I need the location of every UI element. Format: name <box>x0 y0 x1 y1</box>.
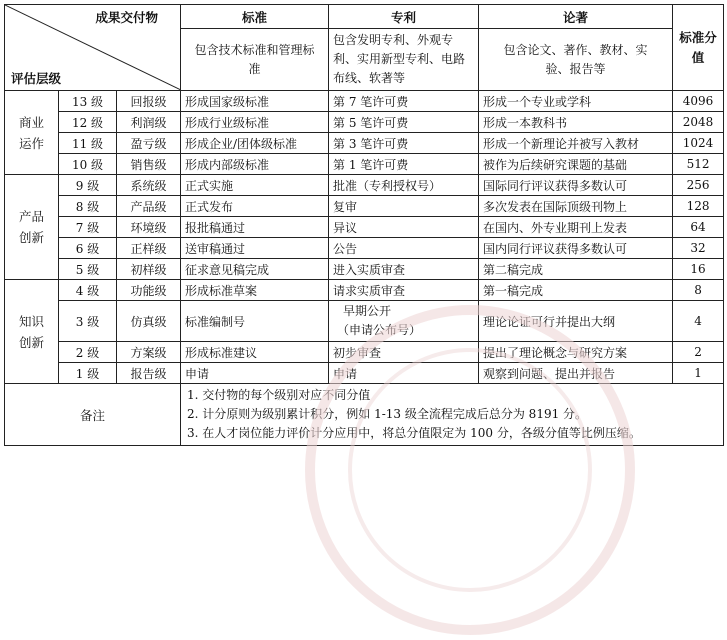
grade-cell: 6 级 <box>59 238 117 259</box>
patent-cell: 请求实质审查 <box>329 280 479 301</box>
paper-cell: 形成一个专业或学科 <box>479 91 673 112</box>
grade-name-cell: 报告级 <box>117 363 181 384</box>
patent-cell <box>329 301 479 342</box>
score-cell: 4096 <box>673 91 724 112</box>
table-row <box>5 238 724 259</box>
paper-cell: 被作为后续研究课题的基础 <box>479 154 673 175</box>
score-cell: 64 <box>673 217 724 238</box>
paper-cell: 理论论证可行并提出大纲 <box>479 301 673 342</box>
col-patent-title: 专利 <box>329 5 479 29</box>
col-paper-desc: 包含论文、著作、教材、实验、报告等 <box>479 29 673 91</box>
table-row <box>5 280 724 301</box>
table-row <box>5 217 724 238</box>
table-row <box>5 91 724 112</box>
table-row <box>5 112 724 133</box>
paper-cell: 第二稿完成 <box>479 259 673 280</box>
standard-cell: 形成行业级标准 <box>181 112 329 133</box>
col-standard-title: 标准 <box>181 5 329 29</box>
standard-cell: 形成标准建议 <box>181 342 329 363</box>
score-cell: 16 <box>673 259 724 280</box>
grade-name-cell: 销售级 <box>117 154 181 175</box>
standard-cell: 报批稿通过 <box>181 217 329 238</box>
deliverable-label: 成果交付物 <box>95 10 159 25</box>
standard-cell: 标准编制号 <box>181 301 329 342</box>
grade-name-cell: 功能级 <box>117 280 181 301</box>
level-label: 评估层级 <box>11 71 62 86</box>
paper-cell: 形成一本教科书 <box>479 112 673 133</box>
grade-cell: 2 级 <box>59 342 117 363</box>
grade-cell: 4 级 <box>59 280 117 301</box>
category-knowledge: 知识创新 <box>5 280 59 384</box>
patent-cell: 批准（专利授权号） <box>329 175 479 196</box>
evaluation-table <box>4 4 724 446</box>
grade-name-cell: 盈亏级 <box>117 133 181 154</box>
notes-row <box>5 384 724 446</box>
grade-cell: 5 级 <box>59 259 117 280</box>
patent-cell: 第 3 笔许可费 <box>329 133 479 154</box>
note-line-2: 2. 计分原则为级别累计积分，例如 1-13 级全流程完成后总分为 8191 分。 <box>187 407 588 421</box>
paper-cell: 在国内、外专业期刊上发表 <box>479 217 673 238</box>
patent-cell: 进入实质审查 <box>329 259 479 280</box>
grade-name-cell: 系统级 <box>117 175 181 196</box>
grade-cell: 9 级 <box>59 175 117 196</box>
grade-cell: 10 级 <box>59 154 117 175</box>
standard-cell: 正式发布 <box>181 196 329 217</box>
grade-cell: 12 级 <box>59 112 117 133</box>
note-line-1: 1. 交付物的每个级别对应不同分值 <box>187 388 371 402</box>
score-cell: 2048 <box>673 112 724 133</box>
score-cell: 2 <box>673 342 724 363</box>
paper-cell: 国际同行评议获得多数认可 <box>479 175 673 196</box>
grade-cell: 3 级 <box>59 301 117 342</box>
score-cell: 512 <box>673 154 724 175</box>
patent-cell: 申请 <box>329 363 479 384</box>
category-product: 产品创新 <box>5 175 59 280</box>
col-patent-desc: 包含发明专利、外观专利、实用新型专利、电路布线、软著等 <box>329 29 479 91</box>
paper-cell: 第一稿完成 <box>479 280 673 301</box>
paper-cell: 形成一个新理论并被写入教材 <box>479 133 673 154</box>
patent-line-2: （申请公布号） <box>337 323 422 337</box>
diagonal-header-cell <box>5 5 181 91</box>
grade-name-cell: 环境级 <box>117 217 181 238</box>
grade-name-cell: 仿真级 <box>117 301 181 342</box>
grade-cell: 1 级 <box>59 363 117 384</box>
standard-cell: 形成内部级标准 <box>181 154 329 175</box>
patent-cell: 第 7 笔许可费 <box>329 91 479 112</box>
score-cell: 4 <box>673 301 724 342</box>
standard-cell: 正式实施 <box>181 175 329 196</box>
table-row <box>5 259 724 280</box>
standard-cell: 形成国家级标准 <box>181 91 329 112</box>
grade-cell: 8 级 <box>59 196 117 217</box>
notes-label: 备注 <box>5 384 181 446</box>
grade-cell: 13 级 <box>59 91 117 112</box>
header-title-row <box>5 5 724 29</box>
col-score-title: 标准分值 <box>673 5 724 91</box>
score-cell: 8 <box>673 280 724 301</box>
table-row <box>5 342 724 363</box>
standard-cell: 征求意见稿完成 <box>181 259 329 280</box>
document-page <box>4 4 723 467</box>
patent-cell: 公告 <box>329 238 479 259</box>
paper-cell: 观察到问题、提出并报告 <box>479 363 673 384</box>
note-line-3: 3. 在人才岗位能力评价计分应用中，将总分值限定为 100 分，各级分值等比例压缩。 <box>187 426 641 440</box>
standard-cell: 送审稿通过 <box>181 238 329 259</box>
standard-cell: 申请 <box>181 363 329 384</box>
patent-cell: 复审 <box>329 196 479 217</box>
grade-cell: 7 级 <box>59 217 117 238</box>
patent-cell: 异议 <box>329 217 479 238</box>
score-cell: 1024 <box>673 133 724 154</box>
score-cell: 128 <box>673 196 724 217</box>
patent-cell: 第 1 笔许可费 <box>329 154 479 175</box>
grade-name-cell: 产品级 <box>117 196 181 217</box>
score-cell: 32 <box>673 238 724 259</box>
standard-cell: 形成企业/团体级标准 <box>181 133 329 154</box>
table-row <box>5 154 724 175</box>
grade-name-cell: 方案级 <box>117 342 181 363</box>
col-paper-title: 论著 <box>479 5 673 29</box>
patent-cell: 第 5 笔许可费 <box>329 112 479 133</box>
score-cell: 256 <box>673 175 724 196</box>
notes-cell <box>181 384 724 446</box>
paper-cell: 提出了理论概念与研究方案 <box>479 342 673 363</box>
grade-name-cell: 正样级 <box>117 238 181 259</box>
table-row <box>5 175 724 196</box>
col-standard-desc: 包含技术标准和管理标准 <box>181 29 329 91</box>
table-row <box>5 363 724 384</box>
grade-name-cell: 回报级 <box>117 91 181 112</box>
grade-name-cell: 初样级 <box>117 259 181 280</box>
grade-cell: 11 级 <box>59 133 117 154</box>
paper-cell: 多次发表在国际顶级刊物上 <box>479 196 673 217</box>
table-row <box>5 133 724 154</box>
score-cell: 1 <box>673 363 724 384</box>
paper-cell: 国内同行评议获得多数认可 <box>479 238 673 259</box>
table-row <box>5 301 724 342</box>
table-row <box>5 196 724 217</box>
standard-cell: 形成标准草案 <box>181 280 329 301</box>
category-business: 商业运作 <box>5 91 59 175</box>
grade-name-cell: 利润级 <box>117 112 181 133</box>
patent-cell: 初步审查 <box>329 342 479 363</box>
patent-line-1: 早期公开 <box>343 304 392 318</box>
